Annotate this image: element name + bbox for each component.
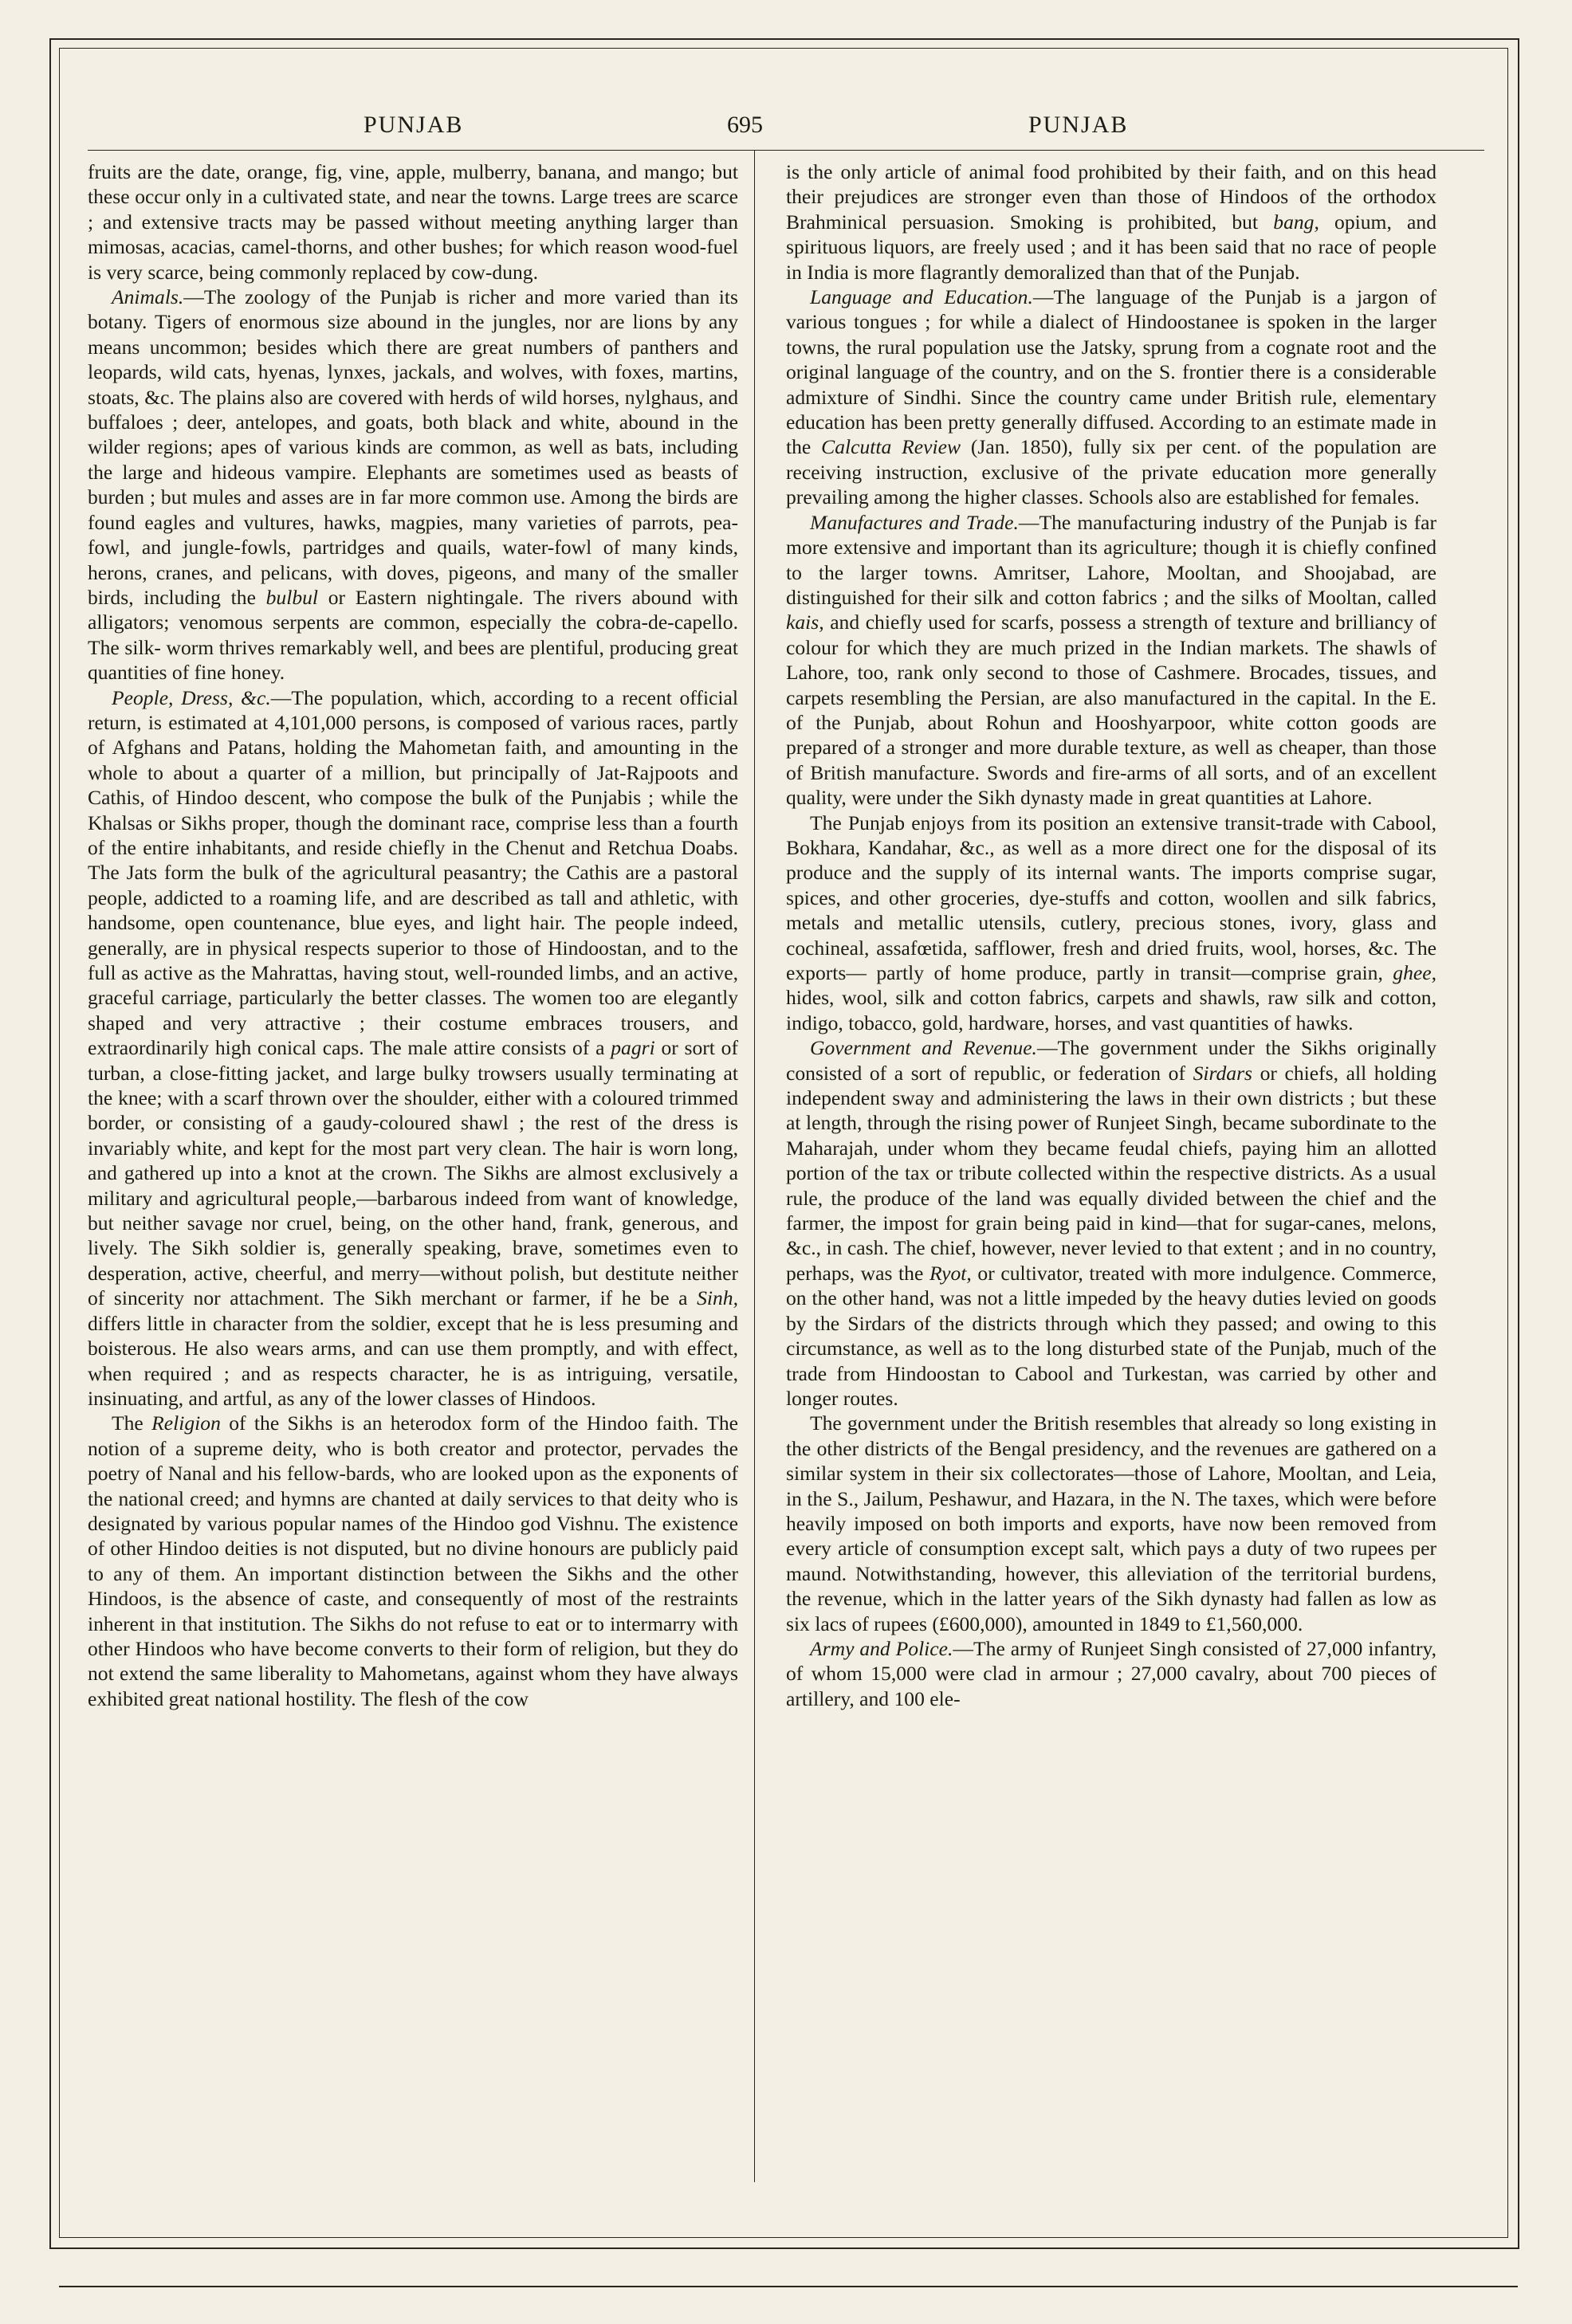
paragraph-animals: Animals.—The zoology of the Punjab is richer and more varied than its botany. Tigers of enormous size abound in the jungles, nor are lions by any means uncommon; besides which there are great numbers of panthers and leopards, wild cats, hyenas, lynxes, jackals, and wolves, with foxes, martins, stoats, &c. The plains also are covered with herds of wild horses, nylghaus, and buffaloes ; deer, antelopes, and goats, both black and white, abound in the wilder regions; apes of various kinds are common, as well as bats, including the large and hideous vampire. Elephants are sometimes used as beasts of burden ; but mules and asses are in far more common use. Among the birds are found eagles and vultures, hawks, magpies, many varieties of parrots, pea-fowl, and jungle-fowls, partridges and quails, water-fowl of many kinds, herons, cranes, and pelicans, with doves, pigeons, and many of the smaller birds, including the bulbul or Eastern nightingale. The rivers abound with alligators; venomous serpents are common, especially the cobra-de-capello. The silk- worm thrives remarkably well, and bees are plentiful, producing great quantities of fine honey. xyxy=(88,285,738,685)
bottom-rule xyxy=(59,2286,1518,2287)
section-title-army: Army and Police. xyxy=(810,1636,953,1660)
page-number: 695 xyxy=(727,112,763,138)
header-rule xyxy=(88,150,1484,151)
paragraph-manufactures: Manufactures and Trade.—The manufacturing industry of the Punjab is far more extensive and important than its agriculture; though it is chiefly confined to the larger towns. Amritser, Lahore, Mooltan, and Shoojabad, are distinguished for their silk and cotton fabrics ; and the silks of Mooltan, called kais, and chiefly used for scarfs, possess a strength of texture and brilliancy of colour for which they are much prized in the Indian markets. The shawls of Lahore, too, rank only second to those of Cashmere. Brocades, tissues, and carpets resembling the Persian, are also manufactured in the capital. In the E. of the Punjab, about Rohun and Hooshyarpoor, white cotton goods are prepared of a stronger and more durable texture, as well as cheaper, than those of British manufacture. Swords and fire-arms of all sorts, and of an excellent quality, were under the Sikh dynasty made in great quantities at Lahore. xyxy=(786,510,1436,810)
section-title-manufactures: Manufactures and Trade. xyxy=(810,510,1019,534)
paragraph-fruits: fruits are the date, orange, fig, vine, apple, mulberry, banana, and mango; but these occur only in a cultivated state, and near the towns. Large trees are scarce ; and extensive tracts may be passed without meeting anything larger than mimosas, acacias, camel-thorns, and other bushes; for which reason wood-fuel is very scarce, being commonly replaced by cow-dung. xyxy=(88,160,738,284)
section-title-government: Government and Revenue. xyxy=(810,1036,1037,1060)
paragraph-religion: The Religion of the Sikhs is an heterodox form of the Hindoo faith. The notion of a supreme deity, who is both creator and protector, pervades the poetry of Nanal and his fellow-bards, who are looked upon as the exponents of the national creed; and hymns are chanted at daily services to that deity who is designated by various popular names of the Hindoo god Vishnu. The existence of other Hindoo deities is not disputed, but no divine honours are publicly paid to any of them. An important distinction between the Sikhs and the other Hindoos, is the absence of caste, and consequently of most of the restraints inherent in that institution. The Sikhs do not refuse to eat or to intermarry with other Hindoos who have become converts to their form of religion, but they do not extend the same liberality to Mahometans, against whom they have always exhibited great national hostility. The flesh of the cow xyxy=(88,1411,738,1710)
section-title-language: Language and Education. xyxy=(810,285,1033,309)
header-right-title: PUNJAB xyxy=(1028,112,1129,138)
paragraph-transit-trade: The Punjab enjoys from its position an extensive transit-trade with Cabool, Bokhara, Kandahar, &c., as well as a more direct one for the disposal of its produce and the supply of its internal wants. The imports comprise sugar, spices, and other groceries, dye-stuffs and cotton, woollen and silk fabrics, metals and metallic utensils, cutlery, precious stones, ivory, glass and cochineal, assafœtida, safflower, fresh and dried fruits, wool, horses, &c. The exports— partly of home produce, partly in transit—comprise grain, ghee, hides, wool, silk and cotton fabrics, carpets and shawls, raw silk and cotton, indigo, tobacco, gold, hardware, horses, and vast quantities of hawks. xyxy=(786,811,1436,1034)
section-title-people: People, Dress, &c. xyxy=(112,685,271,709)
section-title-animals: Animals. xyxy=(112,285,184,309)
section-title-religion: Religion xyxy=(151,1411,221,1435)
paragraph-british-government: The government under the British resembles that already so long existing in the other districts of the Bengal presidency, and the revenues are gathered on a similar system in their six collectorates—those of Lahore, Mooltan, and Leia, in the S., Jailum, Peshawur, and Hazara, in the N. The taxes, which were before heavily imposed on both imports and exports, have now been removed from every article of consumption except salt, which pays a duty of two rupees per maund. Notwithstanding, however, this alleviation of the territorial burdens, the revenue, which in the latter years of the Sikh dynasty had fallen as low as six lacs of rupees (£600,000), amounted in 1849 to £1,560,000. xyxy=(786,1411,1436,1635)
column-divider xyxy=(754,150,755,2182)
paragraph-language: Language and Education.—The language of the Punjab is a jargon of various tongues ; for while a dialect of Hindoostanee is spoken in the larger towns, the rural population use the Jatsky, sprung from a cognate root and the original language of the country, and on the S. frontier there is a considerable admixture of Sindhi. Since the country came under British rule, elementary education has been pretty generally diffused. According to an estimate made in the Calcutta Review (Jan. 1850), fully six per cent. of the population are receiving instruction, exclusive of the private education more generally prevailing among the higher classes. Schools also are established for females. xyxy=(786,285,1436,509)
paragraph-army: Army and Police.—The army of Runjeet Singh consisted of 27,000 infantry, of whom 15,000 were clad in armour ; 27,000 cavalry, about 700 pieces of artillery, and 100 ele- xyxy=(786,1636,1436,1710)
header-left-title: PUNJAB xyxy=(364,112,464,138)
left-column xyxy=(88,159,738,2184)
paragraph-people: People, Dress, &c.—The population, which, according to a recent official return, is estimated at 4,101,000 persons, is composed of various races, partly of Afghans and Patans, holding the Mahometan faith, and amounting in the whole to about a quarter of a million, but principally of Jat-Rajpoots and Cathis, of Hindoo descent, who compose the bulk of the Punjabis ; while the Khalsas or Sikhs proper, though the dominant race, comprise less than a fourth of the entire inhabitants, and reside chiefly in the Chenut and Retchua Doabs. The Jats form the bulk of the agricultural peasantry; the Cathis are a pastoral people, addicted to a roaming life, and are described as tall and athletic, with handsome, open countenance, blue eyes, and light hair. The people indeed, generally, are in physical respects superior to those of Hindoostan, and to the full as active as the Mahrattas, having stout, well-rounded limbs, and an active, graceful carriage, particularly the better classes. The women too are elegantly shaped and very attractive ; their costume embraces trousers, and extraordinarily high conical caps. The male attire consists of a pagri or sort of turban, a close-fitting jacket, and large bulky trowsers usually terminating at the knee; with a scarf thrown over the shoulder, either with a coloured trimmed border, or consisting of a gaudy-coloured shawl ; the rest of the dress is invariably white, and kept for the most part very clean. The hair is worn long, and gathered up into a knot at the crown. The Sikhs are almost exclusively a military and agricultural people,—barbarous indeed from want of knowledge, but neither savage nor cruel, being, on the other hand, frank, generous, and lively. The Sikh soldier is, generally speaking, brave, sometimes even to desperation, active, cheerful, and merry—without polish, but destitute neither of sincerity nor attachment. The Sikh merchant or farmer, if he be a Sinh, differs little in character from the soldier, except that he is less presuming and boisterous. He also wears arms, and can use them promptly, and with effect, when required ; and as respects character, he is as intriguing, versatile, insinuating, and artful, as any of the lower classes of Hindoos. xyxy=(88,685,738,1410)
right-column xyxy=(786,159,1436,2184)
paragraph-food: is the only article of animal food prohibited by their faith, and on this head their prejudices are stronger even than those of Hindoos of the orthodox Brahminical persuasion. Smoking is prohibited, but bang, opium, and spirituous liquors, are freely used ; and it has been said that no race of people in India is more flagrantly demoralized than that of the Punjab. xyxy=(786,160,1436,284)
running-header xyxy=(88,112,1484,143)
paragraph-government: Government and Revenue.—The government under the Sikhs originally consisted of a sort of republic, or federation of Sirdars or chiefs, all holding independent sway and administering the laws in their own districts ; but these at length, through the rising power of Runjeet Singh, became subordinate to the Maharajah, under whom they became feudal chiefs, paying him an allotted portion of the tax or tribute collected within the respective districts. As a usual rule, the produce of the land was equally divided between the chief and the farmer, the impost for grain being paid in kind—that for sugar-canes, melons, &c., in cash. The chief, however, never levied to that extent ; and in no country, perhaps, was the Ryot, or cultivator, treated with more indulgence. Commerce, on the other hand, was not a little impeded by the heavy duties levied on goods by the Sirdars of the districts through which they passed; and owing to this circumstance, as well as to the long disturbed state of the Punjab, much of the trade from Hindoostan to Cabool and Turkestan, was carried by other and longer routes. xyxy=(786,1036,1436,1410)
